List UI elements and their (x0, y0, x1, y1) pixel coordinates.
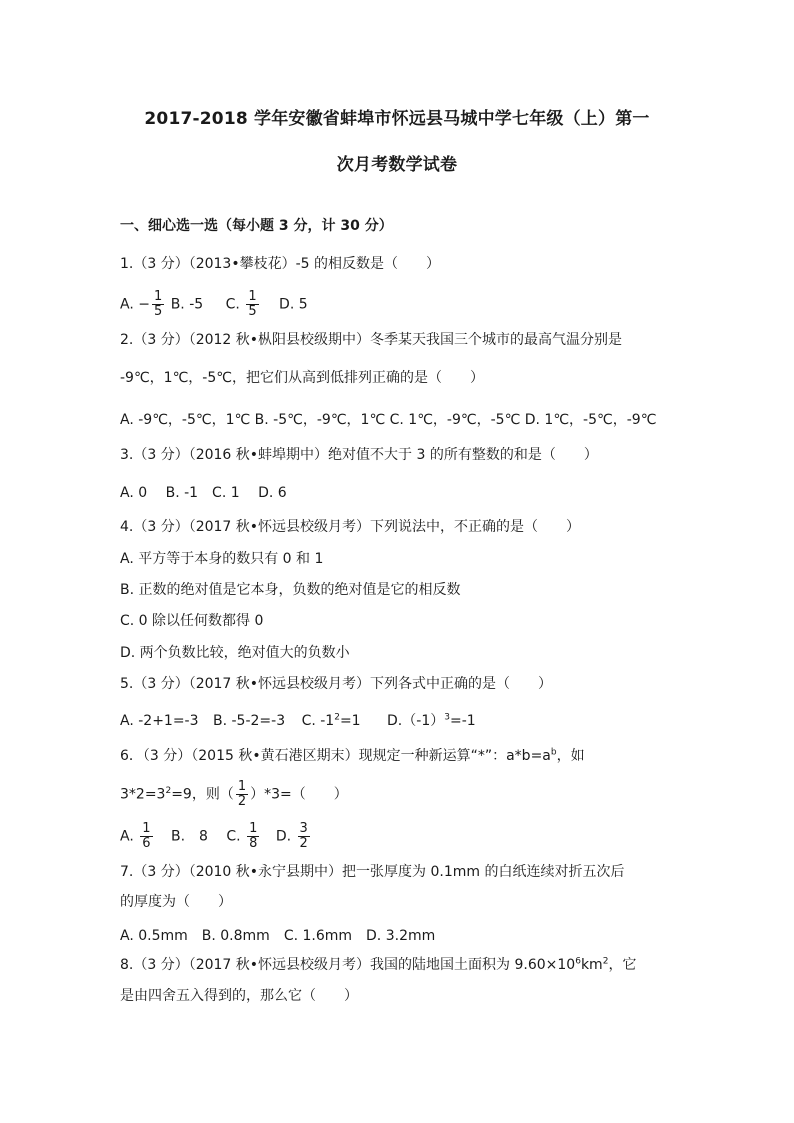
fraction-one-fifth (152, 290, 164, 319)
fraction-numerator: 3 (299, 821, 308, 836)
option-d-exponent: 3 (444, 712, 450, 723)
section-heading: 一、细心选一选（每小题 3 分，计 30 分） (120, 218, 393, 234)
option-c (302, 713, 361, 729)
question-8-stem-line-2: 是由四舍五入得到的，那么它（ ） (120, 988, 358, 1004)
question-7-options: A. 0.5mm B. 0.8mm C. 1.6mm D. 3.2mm (120, 928, 436, 944)
fraction-numerator: 1 (153, 289, 163, 304)
option-c-exponent: 2 (334, 712, 340, 723)
fraction-one-fifth (246, 290, 258, 319)
fraction-denominator: 5 (248, 304, 257, 319)
exponent-b: b (550, 747, 557, 758)
example-result: =9，则（ (171, 786, 234, 803)
question-5-stem: 5.（3 分）（2017 秋•怀远县校级月考）下列各式中正确的是（ ） (120, 676, 553, 692)
example-exponent: 2 (165, 785, 172, 796)
question-4-stem: 4.（3 分）（2017 秋•怀远县校级月考）下列说法中，不正确的是（ ） (120, 519, 581, 535)
fraction-numerator: 1 (249, 821, 258, 836)
question-2-stem-line-1: 2.（3 分）（2012 秋•枞阳县校级期中）冬季某天我国三个城市的最高气温分别是 (120, 332, 623, 348)
option-c-label: C. (225, 296, 240, 313)
fraction-denominator: 2 (299, 836, 308, 851)
option-d (387, 713, 476, 729)
question-6-stem-tail: ，如 (556, 748, 585, 764)
question-3-stem: 3.（3 分）（2016 秋•蚌埠期中）绝对值不大于 3 的所有整数的和是（ ） (120, 447, 598, 463)
question-8-stem-tail: ，它 (608, 957, 637, 973)
fraction-one-half (236, 780, 248, 809)
fraction-denominator: 2 (237, 794, 247, 809)
question-8-stem-line-1 (120, 955, 636, 975)
option-b: B. 8 (170, 828, 208, 845)
fraction-denominator: 8 (249, 836, 258, 851)
question-6-stem-line-1 (120, 746, 585, 766)
exponent-six: 6 (575, 956, 581, 967)
question-4-option-a: A. 平方等于本身的数只有 0 和 1 (120, 551, 324, 567)
fraction-three-halves (298, 822, 310, 851)
question-1-stem: 1.（3 分）（2013•攀枝花）-5 的相反数是（ ） (120, 256, 441, 272)
exam-title-line-2: 次月考数学试卷 (336, 155, 458, 175)
question-8-stem-text: 8.（3 分）（2017 秋•怀远县校级月考）我国的陆地国土面积为 9.60×10 (120, 957, 576, 973)
option-d-rest: =-1 (449, 713, 476, 729)
question-6-stem-text: 6．（3 分）（2015 秋•黄石港区期末）现规定一种新运算“*”：a*b=a (120, 748, 551, 764)
option-c-base: C. -1 (301, 713, 335, 729)
fraction-numerator: 1 (237, 779, 247, 794)
option-b: B. -5-2=-3 (212, 713, 286, 729)
fraction-numerator: 1 (142, 821, 151, 836)
question-2-options: A. -9℃，-5℃，1℃ B. -5℃，-9℃，1℃ C. 1℃，-9℃，-5℃ D. 1℃，-5℃，-9℃ (120, 412, 657, 428)
minus-sign: − (138, 296, 150, 313)
option-d: D. 5 (279, 296, 308, 313)
unit-km: km (580, 957, 603, 973)
fraction-numerator: 1 (248, 289, 257, 304)
option-c-rest: =1 (339, 713, 361, 729)
fraction-one-sixth (140, 822, 152, 851)
question-1-options (120, 290, 308, 319)
option-c-label: C. (226, 828, 241, 845)
fraction-denominator: 5 (153, 304, 163, 319)
option-a-label: A. (120, 828, 134, 845)
question-6-options (120, 822, 312, 851)
question-4-option-b: B. 正数的绝对值是它本身，负数的绝对值是它的相反数 (120, 582, 461, 598)
question-4-option-c: C. 0 除以任何数都得 0 (120, 613, 264, 629)
question-7-stem-line-1: 7.（3 分）（2010 秋•永宁县期中）把一张厚度为 0.1mm 的白纸连续对折五次后 (120, 864, 625, 880)
fraction-one-eighth (247, 822, 259, 851)
example-base: 3*2=3 (120, 786, 166, 803)
option-b: B. -5 (170, 296, 204, 313)
option-a-label: A. (120, 296, 134, 313)
question-3-options: A. 0 B. -1 C. 1 D. 6 (120, 485, 287, 501)
question-5-options (120, 711, 476, 731)
question-2-stem-line-2: -9℃，1℃，-5℃，把它们从高到低排列正确的是（ ） (120, 370, 484, 386)
question-4-option-d: D. 两个负数比较，绝对值大的负数小 (120, 645, 350, 661)
question-6-stem-line-2 (120, 780, 348, 809)
exam-title-line-1: 2017-2018 学年安徽省蚌埠市怀远县马城中学七年级（上）第一 (144, 109, 650, 129)
option-a: A. -2+1=-3 (120, 713, 199, 729)
question-7-stem-line-2: 的厚度为（ ） (120, 894, 232, 910)
option-d-label: D. (275, 828, 292, 845)
exponent-two: 2 (602, 956, 609, 967)
option-d-base: D.（-1） (387, 713, 445, 729)
question-6-stem-end: ）*3=（ ） (250, 786, 348, 803)
fraction-denominator: 6 (142, 836, 151, 851)
